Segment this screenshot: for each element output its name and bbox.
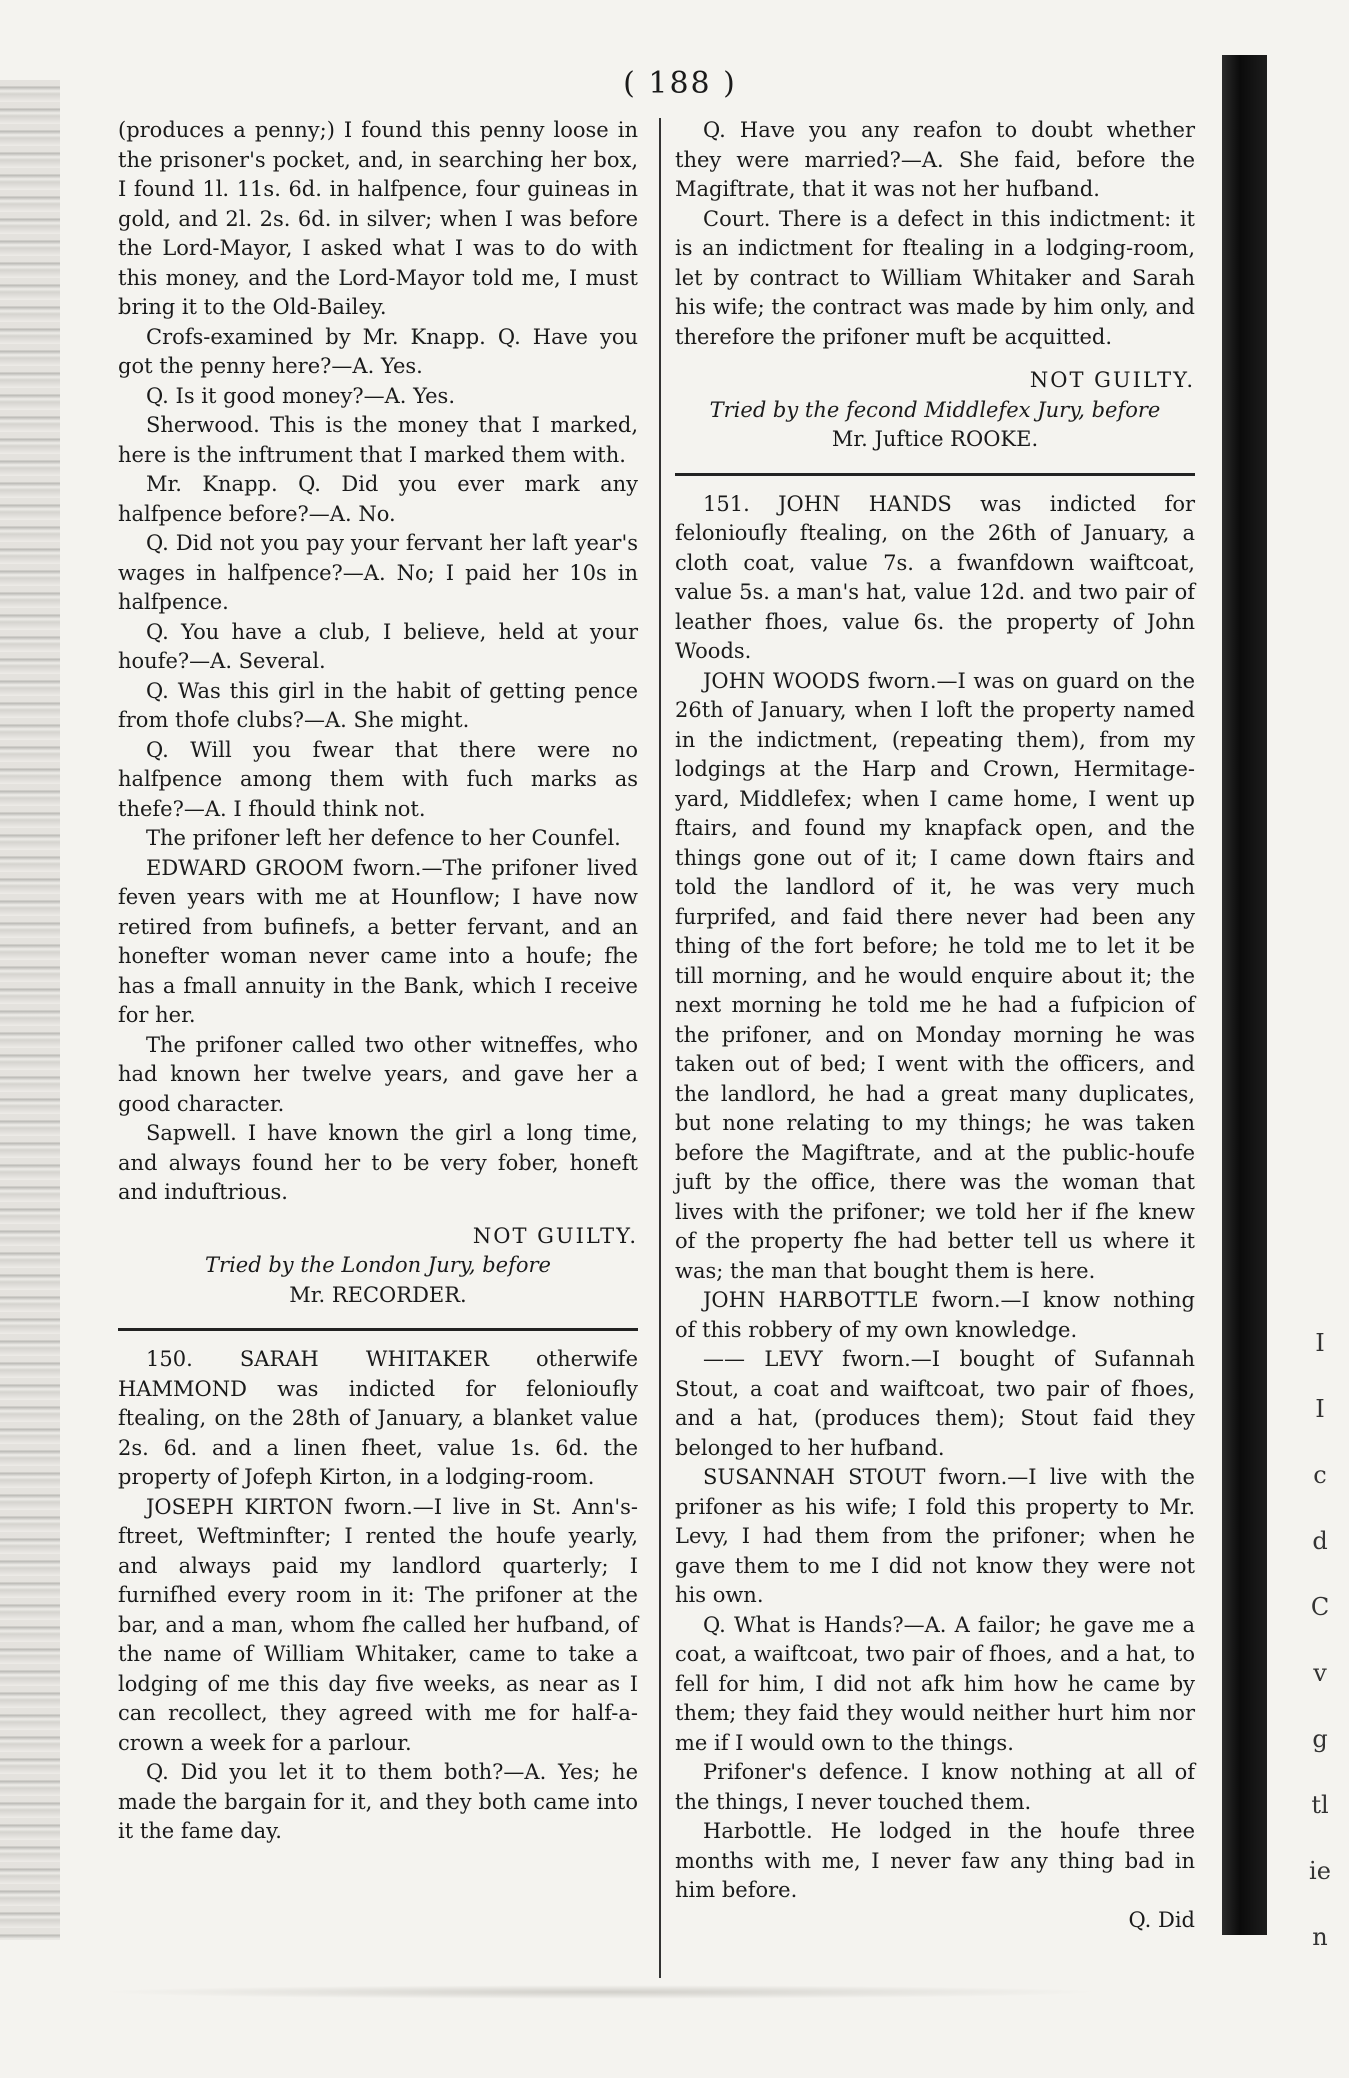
paragraph: Court. There is a defect in this indictment: it is an indictment for ftealing in a lodging-room, let by contract to William Whitaker and Sarah his wife; the contract was made by him only, and therefore the prifoner muft be acquitted. [675, 206, 1195, 349]
paragraph: Q. Is it good money?—A. Yes. [146, 383, 456, 408]
paragraph: The prifoner left her defence to her Counfel. [146, 826, 621, 850]
paragraph: —— LEVY fworn.—I bought of Sufannah Stout, a coat and waiftcoat, two pair of fhoes, and a hat, (produces them); Stout faid they belonged to her hufband. [675, 1347, 1195, 1460]
verdict: NOT GUILTY. [1029, 368, 1195, 392]
verdict: NOT GUILTY. [472, 1223, 638, 1248]
paragraph: Q. Will you fwear that there were no halfpence among them with fuch marks as thefe?—A. I fhould think not. [118, 737, 638, 821]
margin-letter: C [1310, 1593, 1330, 1621]
judge-line: Mr. Juftice ROOKE. [831, 427, 1039, 451]
paragraph: Q. What is Hands?—A. A failor; he gave me a coat, a waiftcoat, two pair of fhoes, and a hat, to fell for him, I did not afk him how he came by them; they faid they would neither hurt him nor me if I would own to the things. [675, 1612, 1195, 1755]
margin-letter: c [1313, 1461, 1327, 1489]
margin-letter: d [1312, 1527, 1328, 1555]
paragraph: Q. Have you any reafon to doubt whether they were married?—A. She faid, before the Magiftrate, that it was not her hufband. [675, 118, 1195, 201]
paragraph: Sherwood. This is the money that I marked, here is the inftrument that I marked them with. [118, 413, 638, 467]
margin-letter: n [1312, 1923, 1328, 1951]
paragraph: Harbottle. He lodged in the houfe three months with me, I never faw any thing bad in him before. [675, 1819, 1195, 1902]
paragraph: SUSANNAH STOUT fworn.—I live with the prifoner as his wife; I fold this property to Mr. Levy, I had them from the prifoner; when he gave them to me I did not know they were not his own. [675, 1465, 1195, 1607]
paragraph: EDWARD GROOM fworn.—The prifoner lived feven years with me at Hounflow; I have now retired from bufinefs, a better fervant, and an honefter woman never came into a houfe; fhe has a fmall annuity in the Bank, which I receive for her. [118, 855, 638, 1027]
margin-letter: I [1315, 1329, 1325, 1357]
left-column [118, 116, 638, 1847]
paragraph: Mr. Knapp. Q. Did you ever mark any halfpence before?—A. No. [118, 472, 638, 526]
paragraph: Q. Did you let it to them both?—A. Yes; he made the bargain for it, and they both came into it the fame day. [118, 1760, 638, 1843]
paragraph: Q. Did not you pay your fervant her laft year's wages in halfpence?—A. No; I paid her 10s in halfpence. [118, 531, 638, 614]
column-divider [659, 118, 661, 1978]
paragraph: JOHN HARBOTTLE fworn.—I know nothing of this robbery of my own knowledge. [675, 1288, 1195, 1342]
paragraph: JOSEPH KIRTON fworn.—I live in St. Ann's-ftreet, Weftminfter; I rented the houfe yearly, and always paid my landlord quarterly; I furnifhed every room in it: The prifoner at the bar, and a man, whom fhe called her hufband, of the name of William Whitaker, came to take a lodging of me this day five weeks, as near as I can recollect, they agreed with me for half-a-crown a week for a parlour. [118, 1494, 638, 1755]
margin-letters [1305, 1310, 1335, 1970]
margin-letter: tl [1311, 1791, 1329, 1819]
paragraph: Sapwell. I have known the girl a long time, and always found her to be very fober, honeft and induftrious. [118, 1121, 638, 1204]
paragraph: Q. Was this girl in the habit of getting pence from thofe clubs?—A. She might. [118, 678, 638, 732]
tried-line: Tried by the fecond Middlefex Jury, before [709, 397, 1161, 422]
paragraph: Q. You have a club, I believe, held at your houfe?—A. Several. [118, 619, 638, 673]
margin-letter: v [1313, 1659, 1327, 1687]
margin-letter: I [1315, 1395, 1325, 1423]
margin-letter: g [1312, 1725, 1328, 1753]
margin-letter: ie [1309, 1857, 1331, 1885]
paragraph: 151. JOHN HANDS was indicted for felonioufly ftealing, on the 26th of January, a cloth coat, value 7s. a fwanfdown waiftcoat, value 5s. a man's hat, value 12d. and two pair of leather fhoes, value 6s. the property of John Woods. [675, 491, 1195, 663]
paragraph: JOHN WOODS fworn.—I was on guard on the 26th of January, when I loft the property named in the indictment, (repeating them), from my lodgings at the Harp and Crown, Hermitage-yard, Middlefex; when I came home, I went up ftairs, and found my knapfack open, and the things gone out of it; I came down ftairs and told the landlord of it, he was very much furprifed, and faid there never had been any thing of the fort before; he told me to let it be till morning, and he would enquire about it; the next morning he told me he had a fufpicion of the prifoner, and on Monday morning he was taken out of bed; I went with the officers, and the landlord, he had a great many duplicates, but none relating to my things; he was taken before the Magiftrate, and at the public-houfe juft by the office, there was the woman that lives with the prifoner; we told her if fhe knew of the property fhe had better tell us where it was; the man that bought them is here. [675, 668, 1195, 1283]
judge-line: Mr. RECORDER. [289, 1282, 467, 1307]
paragraph: (produces a penny;) I found this penny loose in the prisoner's pocket, and, in searching her box, I found 1l. 11s. 6d. in halfpence, four guineas in gold, and 2l. 2s. 6d. in silver; when I was before the Lord-Mayor, I asked what I was to do with this money, and the Lord-Mayor told me, I must bring it to the Old-Bailey. [118, 118, 638, 319]
section-rule [118, 1328, 638, 1331]
section-rule [675, 473, 1195, 476]
paragraph: 150. SARAH WHITAKER otherwife HAMMOND was indicted for felonioufly ftealing, on the 28th of January, a blanket value 2s. 6d. and a linen fheet, value 1s. 6d. the property of Jofeph Kirton, in a lodging-room. [118, 1347, 638, 1489]
page-number: ( 188 ) [623, 66, 737, 101]
binding-edge [0, 80, 60, 1940]
catchword: Q. Did [1128, 1907, 1195, 1932]
paragraph: Crofs-examined by Mr. Knapp. Q. Have you got the penny here?—A. Yes. [118, 324, 638, 378]
right-column [675, 116, 1195, 1935]
scan-smudge [100, 1985, 1100, 1999]
scan-shadow [1222, 55, 1267, 1935]
paragraph: Prifoner's defence. I know nothing at all of the things, I never touched them. [675, 1760, 1195, 1814]
paragraph: The prifoner called two other witneffes, who had known her twelve years, and gave her a good character. [118, 1032, 638, 1116]
tried-line: Tried by the London Jury, before [205, 1253, 551, 1277]
